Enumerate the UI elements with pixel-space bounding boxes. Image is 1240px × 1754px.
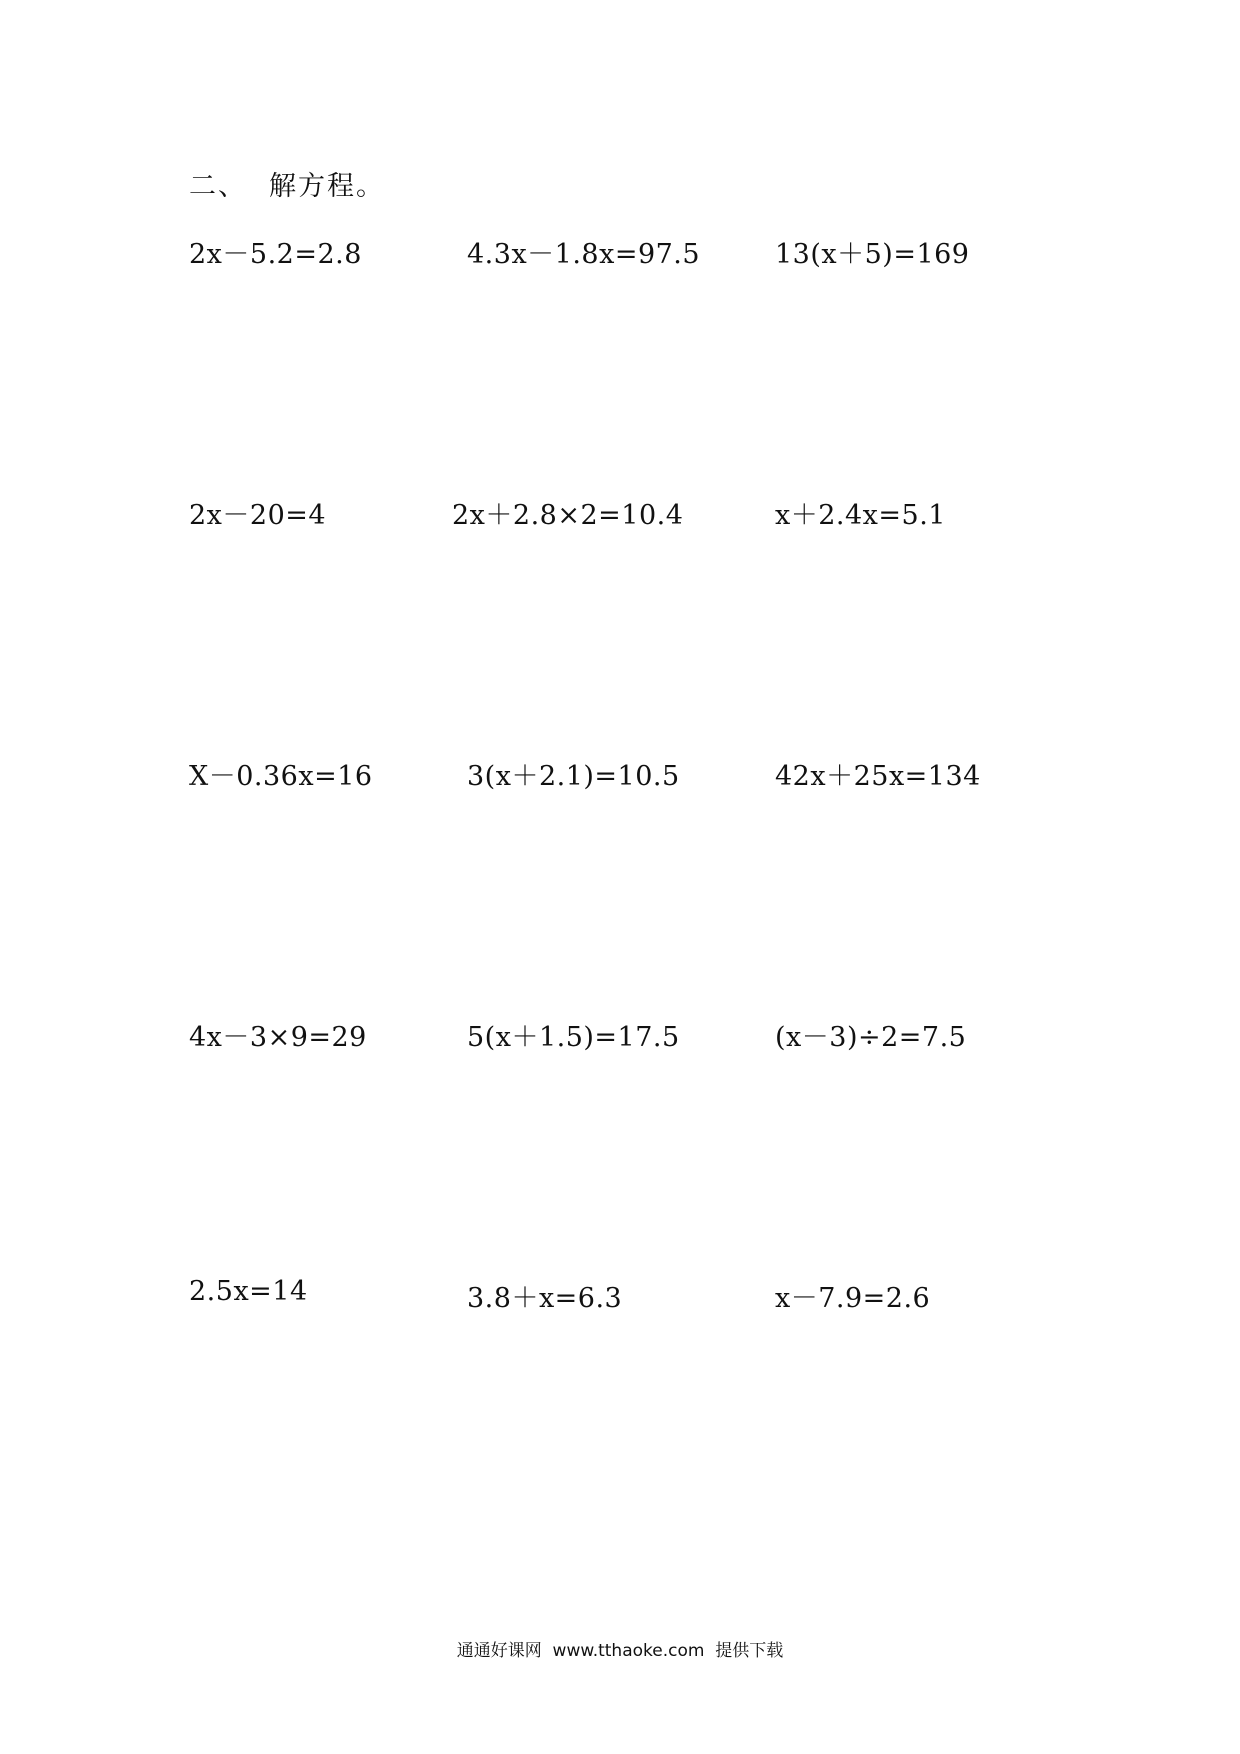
equation: 42x＋25x=134 [775, 761, 981, 792]
equation: 2x＋2.8×2=10.4 [452, 500, 684, 531]
equation: 4.3x－1.8x=97.5 [467, 239, 701, 270]
section-title: 解方程。 [269, 171, 385, 202]
equation-grid [189, 232, 1089, 1537]
section-number: 二、 [189, 171, 247, 202]
page-footer: 通通好课网 www.tthaoke.com 提供下载 [456, 1641, 784, 1661]
equation-row [189, 232, 1089, 493]
equation-row [189, 1015, 1089, 1276]
equation: 2.5x=14 [189, 1276, 308, 1307]
equation: x＋2.4x=5.1 [775, 500, 946, 531]
equation: 13(x＋5)=169 [775, 239, 970, 270]
equation: 3(x＋2.1)=10.5 [467, 761, 680, 792]
equation: 2x－5.2=2.8 [189, 239, 362, 270]
section-heading [189, 164, 385, 203]
equation: 3.8＋x=6.3 [467, 1283, 623, 1314]
equation-row [189, 493, 1089, 754]
equation: 4x－3×9=29 [189, 1022, 367, 1053]
equation: 5(x＋1.5)=17.5 [467, 1022, 680, 1053]
equation: (x－3)÷2=7.5 [775, 1022, 967, 1053]
equation: 2x－20=4 [189, 500, 327, 531]
equation-row [189, 1276, 1089, 1537]
equation-row [189, 754, 1089, 1015]
equation: x－7.9=2.6 [775, 1283, 931, 1314]
equation: X－0.36x=16 [189, 761, 373, 792]
